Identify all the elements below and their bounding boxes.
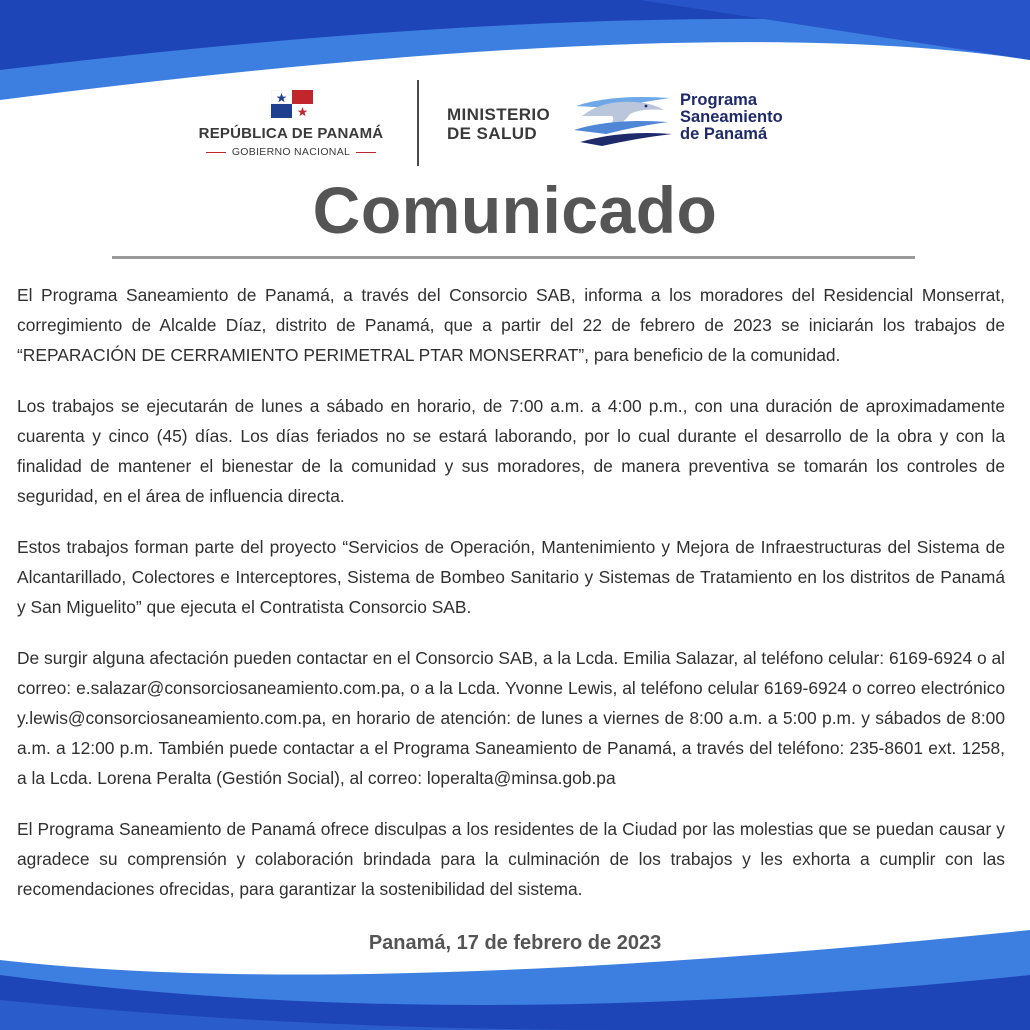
program-line-2: Saneamiento	[680, 108, 783, 126]
government-label: GOBIERNO NACIONAL	[180, 146, 402, 158]
panama-flag-icon	[271, 90, 313, 118]
ministry-logo-text	[447, 105, 550, 143]
republic-name: REPÚBLICA DE PANAMÁ	[198, 125, 384, 142]
paragraph-contacts: De surgir alguna afectación pueden contactar en el Consorcio SAB, a la Lcda. Emilia Salazar, al teléfono celular: 6169-6924 o al correo: e.salazar@consorciosaneamiento.com.pa, o a la Lcda. Yvonne Lewis, al teléfono celular 6169-6924 o correo electrónico y.lewis@consorciosaneamiento.com.pa, en horario de atención: de lunes a viernes de 8:00 a.m. a 5:00 p.m. y sábados de 8:00 a.m. a 12:00 p.m. También puede contactar a el Programa Saneamiento de Panamá, a través del teléfono: 235-8601 ext. 1258, a la Lcda. Lorena Peralta (Gestión Social), al correo: loperalta@minsa.gob.pa	[17, 648, 1006, 788]
ministry-line-1: MINISTERIO	[447, 105, 551, 124]
dolphin-logo-icon	[572, 92, 674, 148]
paragraph-project: Estos trabajos forman parte del proyecto “Servicios de Operación, Mantenimiento y Mejora de Infraestructuras del Sistema de Alcantarillado, Colectores e Interceptores, Sistema de Bombeo Sanitario y Sistemas de Tratamiento en los distritos de Panamá y San Miguelito” que ejecuta el Contratista Consorcio SAB.	[17, 537, 1005, 617]
paragraph-announcement: El Programa Saneamiento de Panamá, a través del Consorcio SAB, informa a los moradores del Residencial Monserrat, corregimiento de Alcalde Díaz, distrito de Panamá, que a partir del 22 de febrero de 2023 se iniciarán los trabajos de “REPARACIÓN DE CERRAMIENTO PERIMETRAL PTAR MONSERRAT”, para beneficio de la comunidad.	[17, 285, 1005, 365]
program-logo-text	[680, 92, 783, 143]
page-title: Comunicado	[312, 173, 718, 247]
program-line-3: de Panamá	[680, 125, 768, 143]
program-line-1: Programa	[680, 91, 758, 109]
paragraph-apology: El Programa Saneamiento de Panamá ofrece disculpas a los residentes de la Ciudad por las molestias que se puedan causar y agradece su comprensión y colaboración brindada para la culminación de los trabajos y les exhorta a cumplir con las recomendaciones ofrecidas, para garantizar la sostenibilidad del sistema.	[17, 819, 1005, 899]
date-line: Panamá, 17 de febrero de 2023	[368, 932, 662, 954]
paragraph-schedule: Los trabajos se ejecutarán de lunes a sábado en horario, de 7:00 a.m. a 4:00 p.m., con una duración de aproximadamente cuarenta y cinco (45) días. Los días feriados no se estará laborando, por lo cual durante el desarrollo de la obra y con la finalidad de mantener el bienestar de la comunidad y sus moradores, de manera preventiva se tomarán los controles de seguridad, en el área de influencia directa.	[17, 396, 1005, 506]
communique-body	[17, 280, 1005, 925]
logo-divider	[417, 80, 419, 166]
ministry-line-2: DE SALUD	[447, 124, 538, 143]
title-underline	[112, 256, 915, 259]
